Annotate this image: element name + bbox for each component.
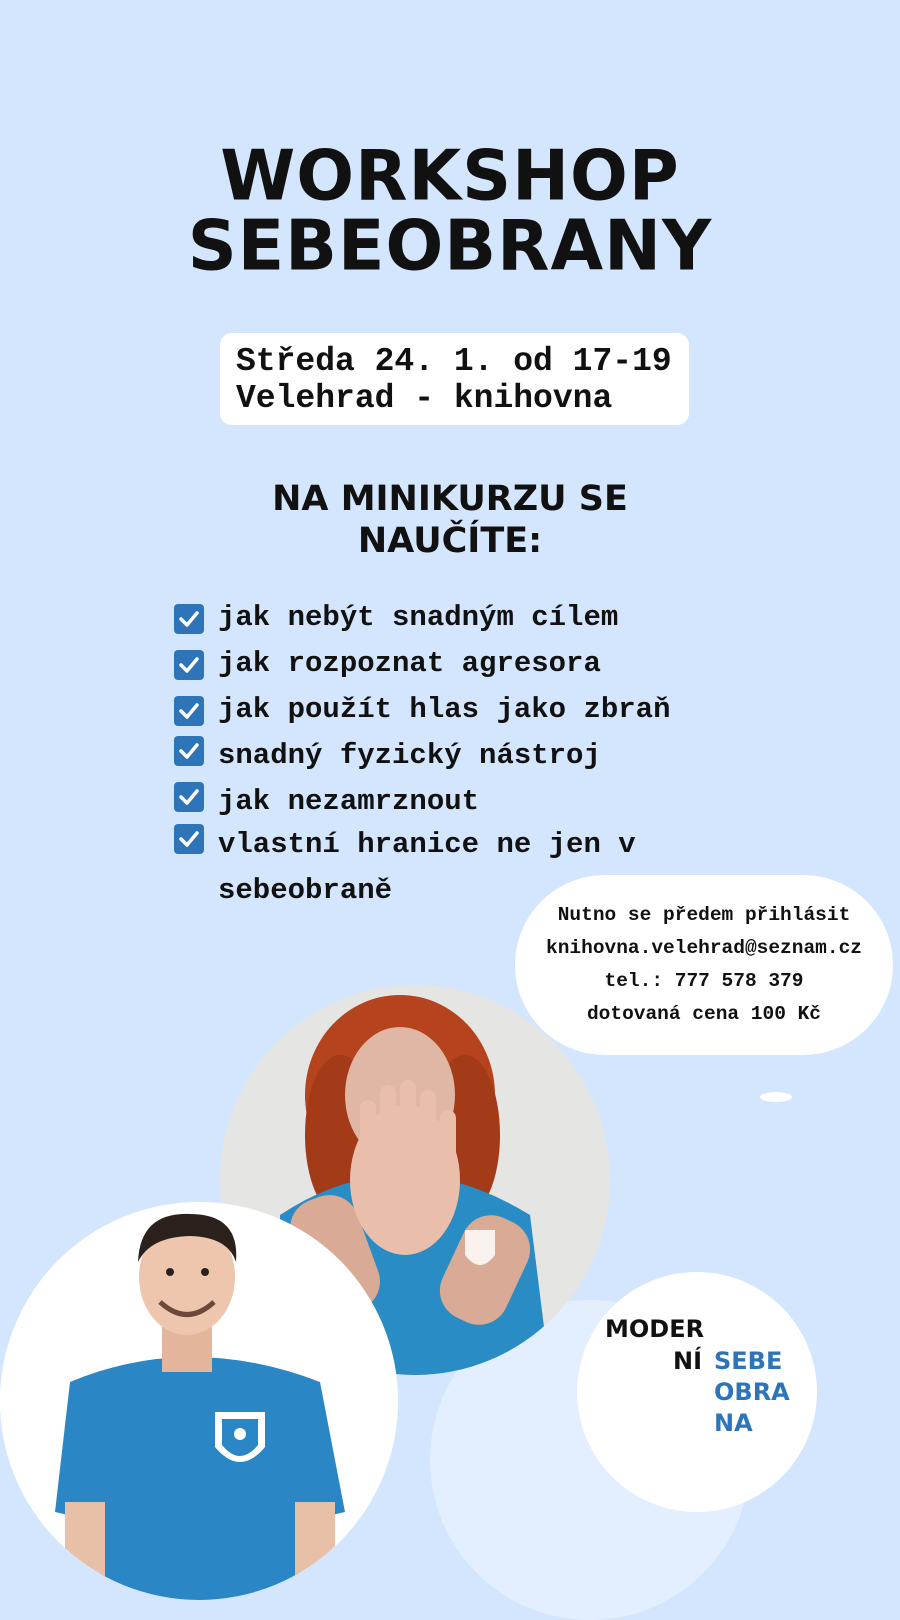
logo-text-ni: NÍ xyxy=(673,1347,703,1375)
checkbox-icon xyxy=(174,650,204,680)
event-info-box xyxy=(220,333,689,425)
brand-logo xyxy=(577,1272,817,1512)
title-line-2: SEBEOBRANY xyxy=(187,206,713,287)
list-item-label: jak rozpoznat agresora xyxy=(218,647,601,680)
logo-text-moder: MODER xyxy=(605,1315,705,1343)
checkbox-icon xyxy=(174,782,204,812)
title-line-1: WORKSHOP xyxy=(220,136,680,217)
list-item-label: jak nezamrznout xyxy=(218,785,480,818)
checkbox-icon xyxy=(174,604,204,634)
logo-text-na: NA xyxy=(714,1409,753,1437)
learning-checklist xyxy=(174,598,734,914)
event-place: Velehrad - knihovna xyxy=(236,380,613,417)
contact-email[interactable]: knihovna.velehrad@seznam.cz xyxy=(546,937,862,959)
subtitle-line-1: NA MINIKURZU SE xyxy=(272,479,628,519)
list-item-label: jak použít hlas jako zbraň xyxy=(218,693,671,726)
list-item-label: jak nebýt snadným cílem xyxy=(218,601,619,634)
checkbox-icon xyxy=(174,736,204,766)
list-item-label: snadný fyzický nástroj xyxy=(218,739,601,772)
contact-bubble xyxy=(515,875,893,1055)
logo-text-sebe: SEBE xyxy=(714,1347,783,1375)
list-item xyxy=(174,736,734,782)
checkbox-icon xyxy=(174,696,204,726)
registration-note: Nutno se předem přihlásit xyxy=(557,904,851,926)
list-item xyxy=(174,644,734,690)
instructor-photo-man xyxy=(0,1202,398,1600)
list-item xyxy=(174,598,734,644)
course-subtitle xyxy=(0,478,900,562)
checkbox-icon xyxy=(174,824,204,854)
contact-phone[interactable]: tel.: 777 578 379 xyxy=(604,970,804,992)
price-note: dotovaná cena 100 Kč xyxy=(586,1003,822,1025)
list-item xyxy=(174,690,734,736)
list-item-label: vlastní hranice ne jen v sebeobraně xyxy=(218,828,636,907)
decorative-dot xyxy=(760,1092,792,1102)
subtitle-line-2: NAUČÍTE: xyxy=(357,521,543,561)
event-date-time: Středa 24. 1. od 17-19 xyxy=(236,343,672,380)
page-title xyxy=(0,136,900,287)
logo-text-obra: OBRA xyxy=(714,1378,790,1406)
